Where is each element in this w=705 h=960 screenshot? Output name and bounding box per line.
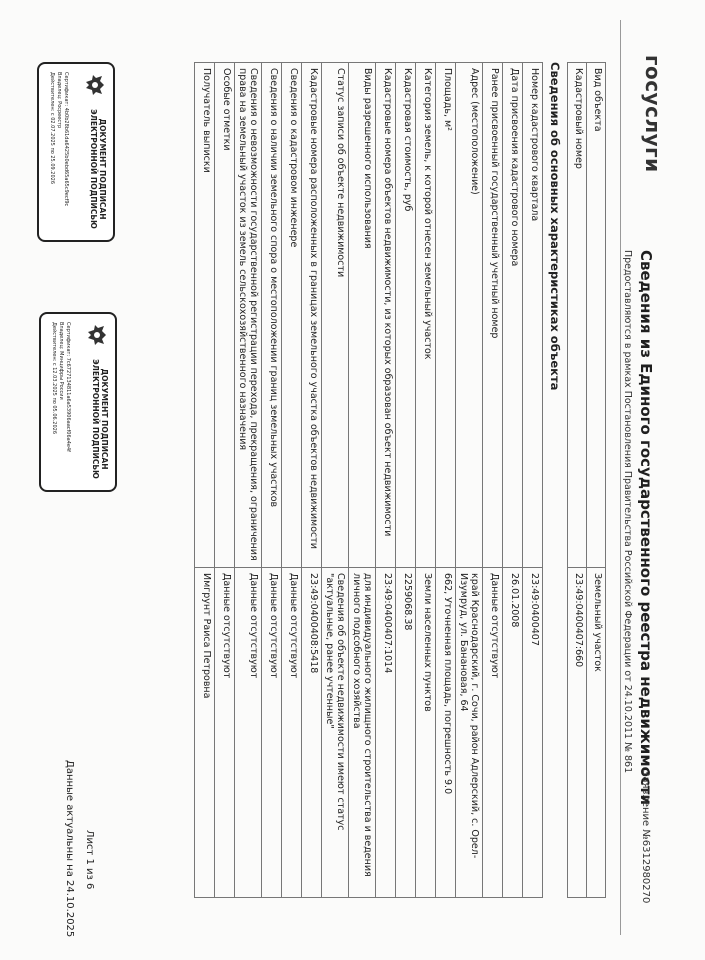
page-number: Лист 1 из 6 <box>84 830 95 890</box>
stamp-heading: ДОКУМЕНТ ПОДПИСАН ЭЛЕКТРОННОЙ ПОДПИСЬЮ <box>89 109 107 229</box>
row-value: 23:49:0400407:660 <box>568 568 587 898</box>
table-row <box>349 63 376 898</box>
document-subtitle: Предоставляются в рамках Постановления Правительства Российской Федерации от 24.10.2011 № 861 <box>622 250 633 774</box>
row-label: Статус записи об объекте недвижимости <box>322 63 349 568</box>
row-value: Земельный участок <box>587 568 606 898</box>
row-label: Дата присвоения кадастрового номера <box>503 63 523 568</box>
row-label: Кадастровый номер <box>568 63 587 568</box>
row-label: Категория земель, к которой отнесен земельный участок <box>416 63 436 568</box>
stamp-validity: Действителен: с 12.03.2025 по 05.06.2026 <box>51 322 57 434</box>
row-value: для индивидуального жилищного строительства и ведения личного подсобного хозяйства <box>349 568 376 898</box>
table-row <box>376 63 396 898</box>
row-value: край Краснодарский, г. Сочи, район Адлерский, с. Орел-Изумруд, ул. Банановая, 64 <box>456 568 483 898</box>
section-heading: Сведения об основных характеристиках объекта <box>548 62 562 391</box>
emblem-icon <box>81 72 107 98</box>
table-row <box>503 63 523 898</box>
signature-stamp-rosreestr <box>37 62 115 242</box>
row-label: Кадастровые номера объектов недвижимости, из которых образован объект недвижимости <box>376 63 396 568</box>
row-value: Имгрунт Раиса Петровна <box>195 568 215 898</box>
table-row <box>587 63 606 898</box>
stamp-owner: Владелец: Минцифры России <box>58 322 64 400</box>
row-value: Сведения об объекте недвижимости имеют статус "актуальные, ранее учтенные" <box>322 568 349 898</box>
row-label: Сведения о кадастровом инженере <box>282 63 302 568</box>
table-row <box>235 63 262 898</box>
row-label: Ранее присвоенный государственный учетный номер <box>483 63 503 568</box>
row-label: Особые отметки <box>215 63 235 568</box>
table-row <box>416 63 436 898</box>
application-number: Заявление №6312980270 <box>640 770 651 904</box>
table-row <box>436 63 456 898</box>
table-row <box>523 63 543 898</box>
table-row <box>396 63 416 898</box>
row-value: Данные отсутствуют <box>235 568 262 898</box>
emblem-icon <box>83 322 109 348</box>
table-row <box>456 63 483 898</box>
row-label: Адрес (местоположение) <box>456 63 483 568</box>
data-actual-date: Данные актуальны на 24.10.2025 <box>64 760 75 938</box>
row-value: 23:49:0400408:5418 <box>302 568 322 898</box>
characteristics-table <box>194 62 543 898</box>
row-label: Номер кадастрового квартала <box>523 63 543 568</box>
row-label: Кадастровые номера расположенных в границах земельного участка объектов недвижимости <box>302 63 322 568</box>
table-row <box>282 63 302 898</box>
row-value: Земли населенных пунктов <box>416 568 436 898</box>
stamp-owner: Владелец: Росреестр <box>56 72 62 129</box>
stamp-certificate: Сертификат: 7c6727134811a6a53906aacf06a4e4f <box>65 322 71 452</box>
row-label: Виды разрешенного использования <box>349 63 376 568</box>
row-value: 23:49:0400407 <box>523 568 543 898</box>
row-value: Данные отсутствуют <box>282 568 302 898</box>
stamp-heading: ДОКУМЕНТ ПОДПИСАН ЭЛЕКТРОННОЙ ПОДПИСЬЮ <box>91 359 109 479</box>
stamp-certificate: Сертификат: 4b0b28b61da6425b0ebd65a65c9ecf9c <box>63 72 69 207</box>
table-row <box>483 63 503 898</box>
row-label: Получатель выписки <box>195 63 215 568</box>
row-value: 2259068.38 <box>396 568 416 898</box>
document-title: Сведения из Единого государственного реестра недвижимости <box>637 250 655 805</box>
table-row <box>262 63 282 898</box>
table-row <box>195 63 215 898</box>
header-divider <box>620 20 621 935</box>
signature-stamp-mincifry <box>39 312 117 492</box>
gosuslugi-logo: госуслуги <box>641 55 665 173</box>
row-value: 23:49:0400407:1014 <box>376 568 396 898</box>
row-value: Данные отсутствуют <box>483 568 503 898</box>
row-value: 26.01.2008 <box>503 568 523 898</box>
row-label: Площадь, м² <box>436 63 456 568</box>
row-value: Данные отсутствуют <box>262 568 282 898</box>
row-label: Сведения о наличии земельного спора о местоположении границ земельных участков <box>262 63 282 568</box>
table-row <box>215 63 235 898</box>
table-row <box>568 63 587 898</box>
row-value: Данные отсутствуют <box>215 568 235 898</box>
row-label: Вид объекта <box>587 63 606 568</box>
row-label: Кадастровая стоимость, руб <box>396 63 416 568</box>
row-value: 662, Уточненная площадь, погрешность 9.0 <box>436 568 456 898</box>
stamp-validity: Действителен: с 02.07.2025 по 25.09.2026 <box>49 72 55 184</box>
table-row <box>302 63 322 898</box>
object-table <box>567 62 606 898</box>
row-label: Сведения о невозможности государственной регистрации перехода, прекращения, ограничения права на земельный участок из земель сельскохозяйственного назначения <box>235 63 262 568</box>
table-row <box>322 63 349 898</box>
